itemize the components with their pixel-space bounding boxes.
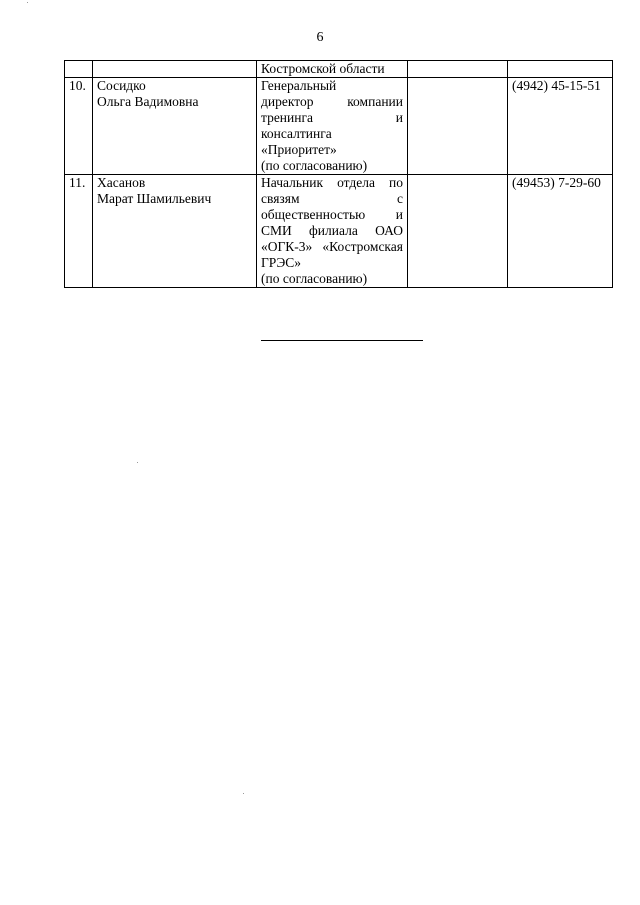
- name-cell: [93, 175, 257, 288]
- position-cell: [257, 61, 408, 78]
- position-line: тренинга и: [261, 110, 403, 125]
- blank-cell: [408, 61, 508, 78]
- position-line: консалтинга: [261, 126, 332, 141]
- name-cell: [93, 61, 257, 78]
- number-cell: [65, 61, 93, 78]
- table-row: [65, 175, 613, 288]
- position-line: Начальник отдела по: [261, 175, 403, 190]
- surname: Хасанов: [97, 175, 146, 190]
- end-divider-line: [261, 340, 423, 341]
- members-table: [64, 60, 613, 288]
- surname: Сосидко: [97, 78, 146, 93]
- position-line: связям с: [261, 191, 403, 206]
- scan-speck: [243, 793, 244, 794]
- phone-cell: (49453) 7-29-60: [508, 175, 613, 288]
- name-cell: [93, 78, 257, 175]
- position-line: (по согласованию): [261, 271, 368, 286]
- position-line: «ОГК-3» «Костромская: [261, 239, 403, 254]
- given-names: Марат Шамильевич: [97, 191, 212, 206]
- position-line: Генеральный: [261, 78, 337, 93]
- blank-cell: [408, 175, 508, 288]
- scan-speck: [137, 462, 138, 463]
- table-row-continuation: [65, 61, 613, 78]
- position-line: «Приоритет»: [261, 142, 337, 157]
- position-line: (по согласованию): [261, 158, 368, 173]
- blank-cell: [408, 78, 508, 175]
- given-names: Ольга Вадимовна: [97, 94, 199, 109]
- number-cell: 11.: [65, 175, 93, 288]
- number-cell: 10.: [65, 78, 93, 175]
- position-line: ГРЭС»: [261, 255, 301, 270]
- position-cell: [257, 175, 408, 288]
- table-row: [65, 78, 613, 175]
- position-line: директор компании: [261, 94, 403, 109]
- position-line: СМИ филиала ОАО: [261, 223, 403, 238]
- phone-cell: (4942) 45-15-51: [508, 78, 613, 175]
- phone-cell: [508, 61, 613, 78]
- position-cell: [257, 78, 408, 175]
- position-line: Костромской области: [261, 61, 385, 76]
- position-line: общественностью и: [261, 207, 403, 222]
- page-number: 6: [316, 30, 324, 45]
- scan-speck: [27, 2, 28, 3]
